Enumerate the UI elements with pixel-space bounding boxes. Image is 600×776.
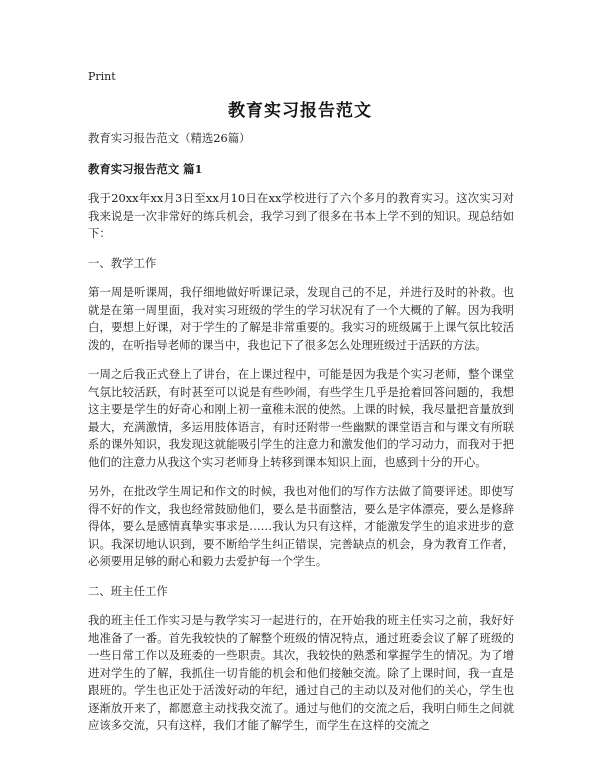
intro-paragraph: 我于20xx年xx月3日至xx月10日在xx学校进行了六个多月的教育实习。这次实习对我来说是一次非常好的练兵机会，我学习到了很多在书本上学不到的知识。现总结如下： xyxy=(88,191,514,240)
document-subtitle: 教育实习报告范文（精选26篇） xyxy=(88,131,251,145)
document-title: 教育实习报告范文 xyxy=(228,101,372,121)
teaching-paragraph-1: 第一周是听课周，我仔细地做好听课记录，发现自己的不足，并进行及时的补救。也就是在第一周里面，我对实习班级的学生的学习状况有了一个大概的了解。因为我明白，要想上好课，对于学生的了解是非常重要的。我实习的班级属于上课气氛比较活泼的，在听指导老师的课当中，我也记下了很多怎么处理班级过于活跃的方法。 xyxy=(88,285,514,352)
heading-teaching: 一、教学工作 xyxy=(88,255,157,270)
class-teacher-paragraph-1: 我的班主任工作实习是与教学实习一起进行的，在开始我的班主任实习之前，我好好地准备了一番。首先我较快的了解整个班级的情况特点，通过班委会议了解了班级的一些日常工作以及班委的一些职责。其次，我较快的熟悉和掌握学生的情况。为了增进对学生的了解，我抓住一切肯能的机会和他们接触交流。除了上课时间，我一直是跟班的。学生也正处于活泼好动的年纪，通过自己的主动以及对他们的关心，学生也逐渐放开来了，都愿意主动找我交流了。通过与他们的交流之后，我明白师生之间就应该多交流，只有这样，我们才能了解学生，而学生在这样的交流之 xyxy=(88,613,514,732)
document-body xyxy=(88,130,514,747)
print-label: Print xyxy=(88,70,116,83)
teaching-paragraph-2: 一周之后我正式登上了讲台，在上课过程中，可能是因为我是个实习老师，整个课堂气氛比较活跃，有时甚至可以说是有些吵闹，有些学生几乎是抢着回答问题的，我想这主要是学生的好奇心和刚上初一童稚未泯的使然。上课的时候，我尽量把音量放到最大，充满激情，多运用肢体语言，有时还附带一些幽默的课堂语言和与课文有所联系的课外知识，我发现这就能吸引学生的注意力和激发他们的学习动力，而我对于把他们的注意力从我这个实习老师身上转移到课本知识上面，也感到十分的开心。 xyxy=(88,367,514,469)
teaching-paragraph-3: 另外，在批改学生周记和作文的时候，我也对他们的写作方法做了简要评述。即使写得不好的作文，我也经常鼓励他们，要么是书面整洁，要么是字体漂亮，要么是修辞得体，要么是感情真挚实事求是……我认为只有这样，才能激发学生的追求进步的意识。我深切地认识到，要不断给学生纠正错误，完善缺点的机会，身为教育工作者，必须要用足够的耐心和毅力去爱护每一个学生。 xyxy=(88,484,514,568)
heading-class-teacher: 二、班主任工作 xyxy=(88,583,168,598)
section-title: 教育实习报告范文 篇1 xyxy=(88,161,203,176)
